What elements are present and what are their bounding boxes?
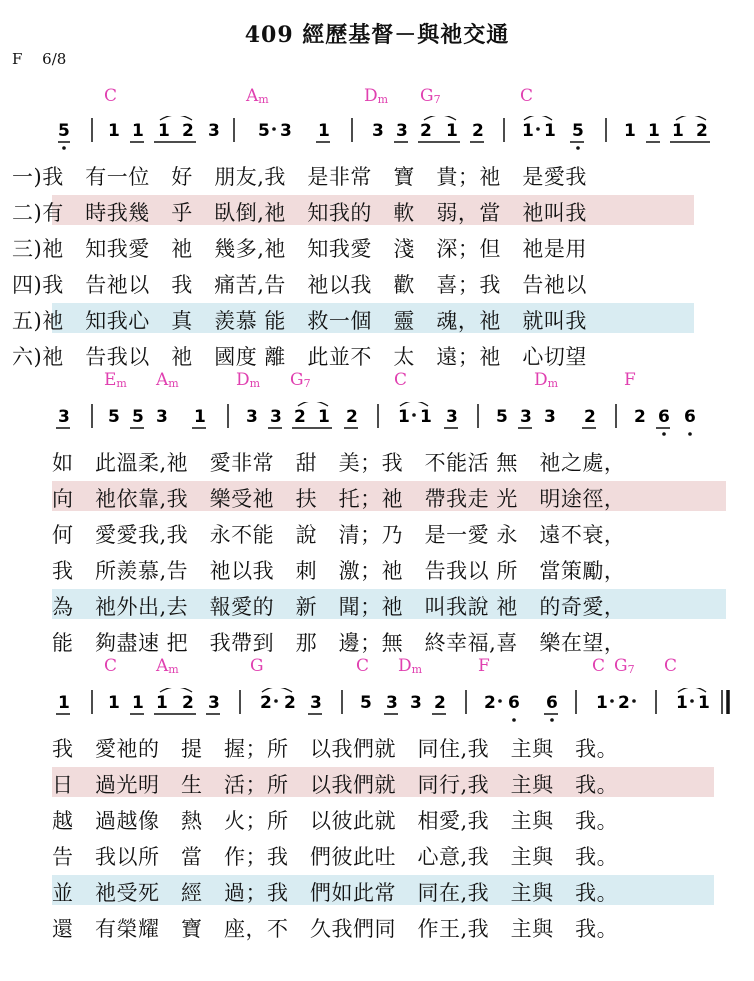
chord: F — [624, 370, 636, 390]
chord: $D_m$ — [534, 370, 559, 390]
chord: C — [592, 656, 606, 676]
svg-text:3: 3 — [58, 407, 70, 427]
svg-text:1: 1 — [544, 121, 556, 141]
chord-line — [0, 656, 754, 680]
chord: F — [478, 656, 490, 676]
svg-text:1: 1 — [624, 121, 636, 141]
svg-text:1: 1 — [108, 121, 120, 141]
svg-text:1: 1 — [676, 693, 688, 713]
lyric-line: 為 祂外出,去 報愛的 新 聞；祂 叫我說 祂 的奇愛， — [0, 589, 754, 619]
svg-text:2: 2 — [584, 407, 596, 427]
svg-text:1: 1 — [58, 693, 70, 713]
lyric-line: 如 此溫柔,祂 愛非常 甜 美；我 不能活 無 祂之處， — [52, 451, 626, 475]
numbered-notation-line — [0, 688, 754, 722]
chord: $G_7$ — [290, 370, 311, 390]
svg-text:3: 3 — [280, 121, 292, 141]
svg-text:5: 5 — [572, 121, 584, 141]
svg-text:6: 6 — [658, 407, 670, 427]
svg-text:2: 2 — [284, 693, 296, 713]
svg-text:5: 5 — [132, 407, 144, 427]
svg-text:1: 1 — [132, 693, 144, 713]
chord: $G_7$ — [420, 86, 441, 106]
chord: $A_m$ — [246, 86, 269, 106]
chord: $D_m$ — [236, 370, 261, 390]
lyric-line: 二)有 時我幾 乎 臥倒,祂 知我的 軟 弱，當 祂叫我 — [0, 195, 754, 225]
svg-text:5: 5 — [108, 407, 120, 427]
svg-text:3: 3 — [410, 693, 422, 713]
svg-text:1: 1 — [648, 121, 660, 141]
chord: C — [356, 656, 370, 676]
chord: G — [250, 656, 264, 676]
lyric-line: 何 愛愛我,我 永不能 說 清；乃 是一愛 永 遠不衰， — [52, 523, 626, 547]
svg-text:1: 1 — [398, 407, 410, 427]
svg-text:5: 5 — [360, 693, 372, 713]
svg-text:2: 2 — [634, 407, 646, 427]
svg-text:1: 1 — [672, 121, 684, 141]
lyric-line: 還 有榮耀 寶 座，不 久我們同 作王,我 主與 我。 — [52, 917, 619, 941]
lyric-line: 四)我 告祂以 我 痛苦,告 祂以我 歡 喜；我 告祂以 — [12, 273, 587, 297]
svg-text:2: 2 — [434, 693, 446, 713]
svg-text:6: 6 — [508, 693, 520, 713]
svg-text:3: 3 — [246, 407, 258, 427]
svg-text:3: 3 — [372, 121, 384, 141]
svg-text:1: 1 — [108, 693, 120, 713]
svg-text:1: 1 — [132, 121, 144, 141]
svg-text:3: 3 — [208, 121, 220, 141]
chord: $G_7$ — [614, 656, 635, 676]
chord: C — [394, 370, 408, 390]
svg-text:3: 3 — [544, 407, 556, 427]
svg-text:2: 2 — [696, 121, 708, 141]
numbered-notation-line — [0, 402, 754, 436]
chord-line — [0, 86, 754, 110]
svg-text:2: 2 — [618, 693, 630, 713]
chord: C — [104, 86, 118, 106]
svg-text:2: 2 — [420, 121, 432, 141]
lyric-line: 我 愛祂的 提 握；所 以我們就 同住,我 主與 我。 — [52, 737, 619, 761]
chord: $D_m$ — [398, 656, 423, 676]
svg-text:5: 5 — [496, 407, 508, 427]
svg-text:3: 3 — [520, 407, 532, 427]
lyric-line: 並 祂受死 經 過；我 們如此常 同在,我 主與 我。 — [0, 875, 754, 905]
lyric-line: 我 所羨慕,告 祂以我 刺 激；祂 告我以 所 當策勵， — [52, 559, 626, 583]
svg-text:1: 1 — [156, 693, 168, 713]
chord: $D_m$ — [364, 86, 389, 106]
chord: C — [520, 86, 534, 106]
svg-text:3: 3 — [208, 693, 220, 713]
lyric-line: 能 夠盡速 把 我帶到 那 邊；無 終幸福,喜 樂在望， — [52, 631, 626, 655]
svg-text:5: 5 — [258, 121, 270, 141]
chord: $A_m$ — [156, 370, 179, 390]
svg-text:1: 1 — [318, 121, 330, 141]
lyric-line: 日 過光明 生 活；所 以我們就 同行,我 主與 我。 — [0, 767, 754, 797]
svg-text:1: 1 — [596, 693, 608, 713]
lyric-line: 向 祂依靠,我 樂受祂 扶 托；祂 帶我走 光 明途徑， — [0, 481, 754, 511]
svg-text:1: 1 — [318, 407, 330, 427]
svg-text:6: 6 — [684, 407, 696, 427]
lyric-line: 一)我 有一位 好 朋友,我 是非常 寶 貴；祂 是愛我 — [12, 165, 587, 189]
svg-text:3: 3 — [386, 693, 398, 713]
svg-text:3: 3 — [156, 407, 168, 427]
lyric-line: 三)祂 知我愛 祂 幾多,祂 知我愛 淺 深；但 祂是用 — [12, 237, 587, 261]
svg-text:1: 1 — [158, 121, 170, 141]
svg-text:1: 1 — [420, 407, 432, 427]
svg-text:3: 3 — [396, 121, 408, 141]
lyric-line: 告 我以所 當 作；我 們彼此吐 心意,我 主與 我。 — [52, 845, 619, 869]
svg-text:3: 3 — [270, 407, 282, 427]
svg-text:6: 6 — [546, 693, 558, 713]
hymn-title: 409 經歷基督－與祂交通 — [244, 22, 510, 48]
svg-text:2: 2 — [294, 407, 306, 427]
svg-text:1: 1 — [698, 693, 710, 713]
chord-line — [0, 370, 754, 394]
lyric-line: 五)祂 知我心 真 羨慕 能 救一個 靈 魂，祂 就叫我 — [0, 303, 754, 333]
svg-text:1: 1 — [194, 407, 206, 427]
chord: $A_m$ — [156, 656, 179, 676]
svg-text:2: 2 — [346, 407, 358, 427]
svg-text:2: 2 — [182, 121, 194, 141]
key-signature: F 6/8 — [12, 50, 67, 68]
svg-text:1: 1 — [522, 121, 534, 141]
svg-text:3: 3 — [310, 693, 322, 713]
svg-text:3: 3 — [446, 407, 458, 427]
note: 5 — [58, 121, 70, 141]
svg-text:2: 2 — [484, 693, 496, 713]
svg-text:2: 2 — [472, 121, 484, 141]
svg-text:2: 2 — [260, 693, 272, 713]
chord: C — [664, 656, 678, 676]
svg-text:1: 1 — [446, 121, 458, 141]
lyric-line: 越 過越像 熱 火；所 以彼此就 相愛,我 主與 我。 — [52, 809, 619, 833]
numbered-notation-line — [0, 116, 754, 150]
lyric-line: 六)祂 告我以 祂 國度 離 此並不 太 遠；祂 心切望 — [12, 345, 587, 369]
chord: $E_m$ — [104, 370, 127, 390]
chord: C — [104, 656, 118, 676]
svg-text:2: 2 — [182, 693, 194, 713]
